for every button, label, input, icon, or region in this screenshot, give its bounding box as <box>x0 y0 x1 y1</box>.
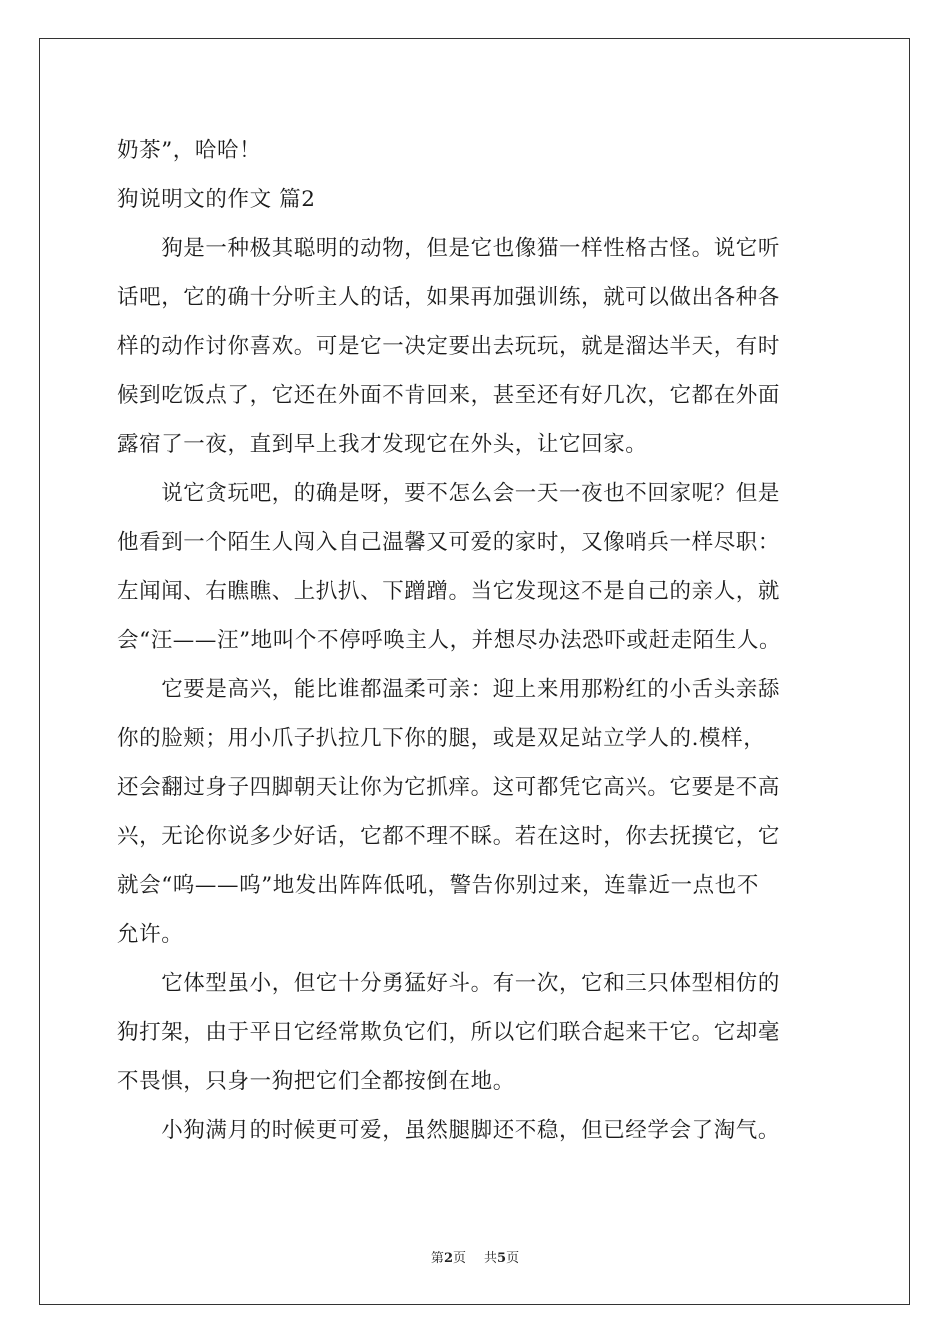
section-title: 狗说明文的作文 篇2 <box>117 187 316 212</box>
text-line: 露宿了一夜，直到早上我才发现它在外头，让它回家。 <box>117 432 648 457</box>
text-line: 狗打架，由于平日它经常欺负它们，所以它们联合起来干它。它却毫 <box>117 1020 781 1045</box>
footer-total-suffix: 页 <box>506 1251 520 1266</box>
footer-page-number: 2 <box>443 1251 453 1266</box>
text-line: 兴，无论你说多少好话，它都不理不睬。若在这时，你去抚摸它，它 <box>117 824 781 849</box>
text-line: 它要是高兴，能比谁都温柔可亲：迎上来用那粉红的小舌头亲舔 <box>117 677 781 702</box>
text-line: 样的动作讨你喜欢。可是它一决定要出去玩玩，就是溜达半天，有时 <box>117 334 781 359</box>
text-line: 允许。 <box>117 922 184 947</box>
text-line: 他看到一个陌生人闯入自己温馨又可爱的家时，又像哨兵一样尽职： <box>117 530 781 555</box>
text-line: 就会“呜——呜”地发出阵阵低吼，警告你别过来，连靠近一点也不 <box>117 873 759 898</box>
text-line: 话吧，它的确十分听主人的话，如果再加强训练，就可以做出各种各 <box>117 285 781 310</box>
text-line: 会“汪——汪”地叫个不停呼唤主人，并想尽办法恐吓或赶走陌生人。 <box>117 628 782 653</box>
text-line: 还会翻过身子四脚朝天让你为它抓痒。这可都凭它高兴。它要是不高 <box>117 775 781 800</box>
page-footer <box>0 1247 950 1266</box>
text-line: 候到吃饭点了，它还在外面不肯回来，甚至还有好几次，它都在外面 <box>117 383 781 408</box>
text-line: 它体型虽小，但它十分勇猛好斗。有一次，它和三只体型相仿的 <box>117 971 781 996</box>
document-body <box>117 126 845 1155</box>
text-line: 说它贪玩吧，的确是呀，要不怎么会一天一夜也不回家呢？但是 <box>117 481 781 506</box>
footer-page-prefix: 第 <box>430 1251 444 1266</box>
text-line: 左闻闻、右瞧瞧、上扒扒、下蹭蹭。当它发现这不是自己的亲人，就 <box>117 579 781 604</box>
text-line: 不畏惧，只身一狗把它们全都按倒在地。 <box>117 1069 515 1094</box>
text-line: 小狗满月的时候更可爱，虽然腿脚还不稳，但已经学会了淘气。 <box>117 1118 781 1143</box>
footer-total-prefix: 共 <box>484 1251 498 1266</box>
text-line: 奶茶”，哈哈！ <box>117 138 262 163</box>
footer-page-suffix: 页 <box>452 1251 466 1266</box>
text-line: 狗是一种极其聪明的动物，但是它也像猫一样性格古怪。说它听 <box>117 236 781 261</box>
footer-total-pages: 5 <box>497 1251 507 1266</box>
text-line: 你的脸颊；用小爪子扒拉几下你的腿，或是双足站立学人的.模样， <box>117 726 766 751</box>
